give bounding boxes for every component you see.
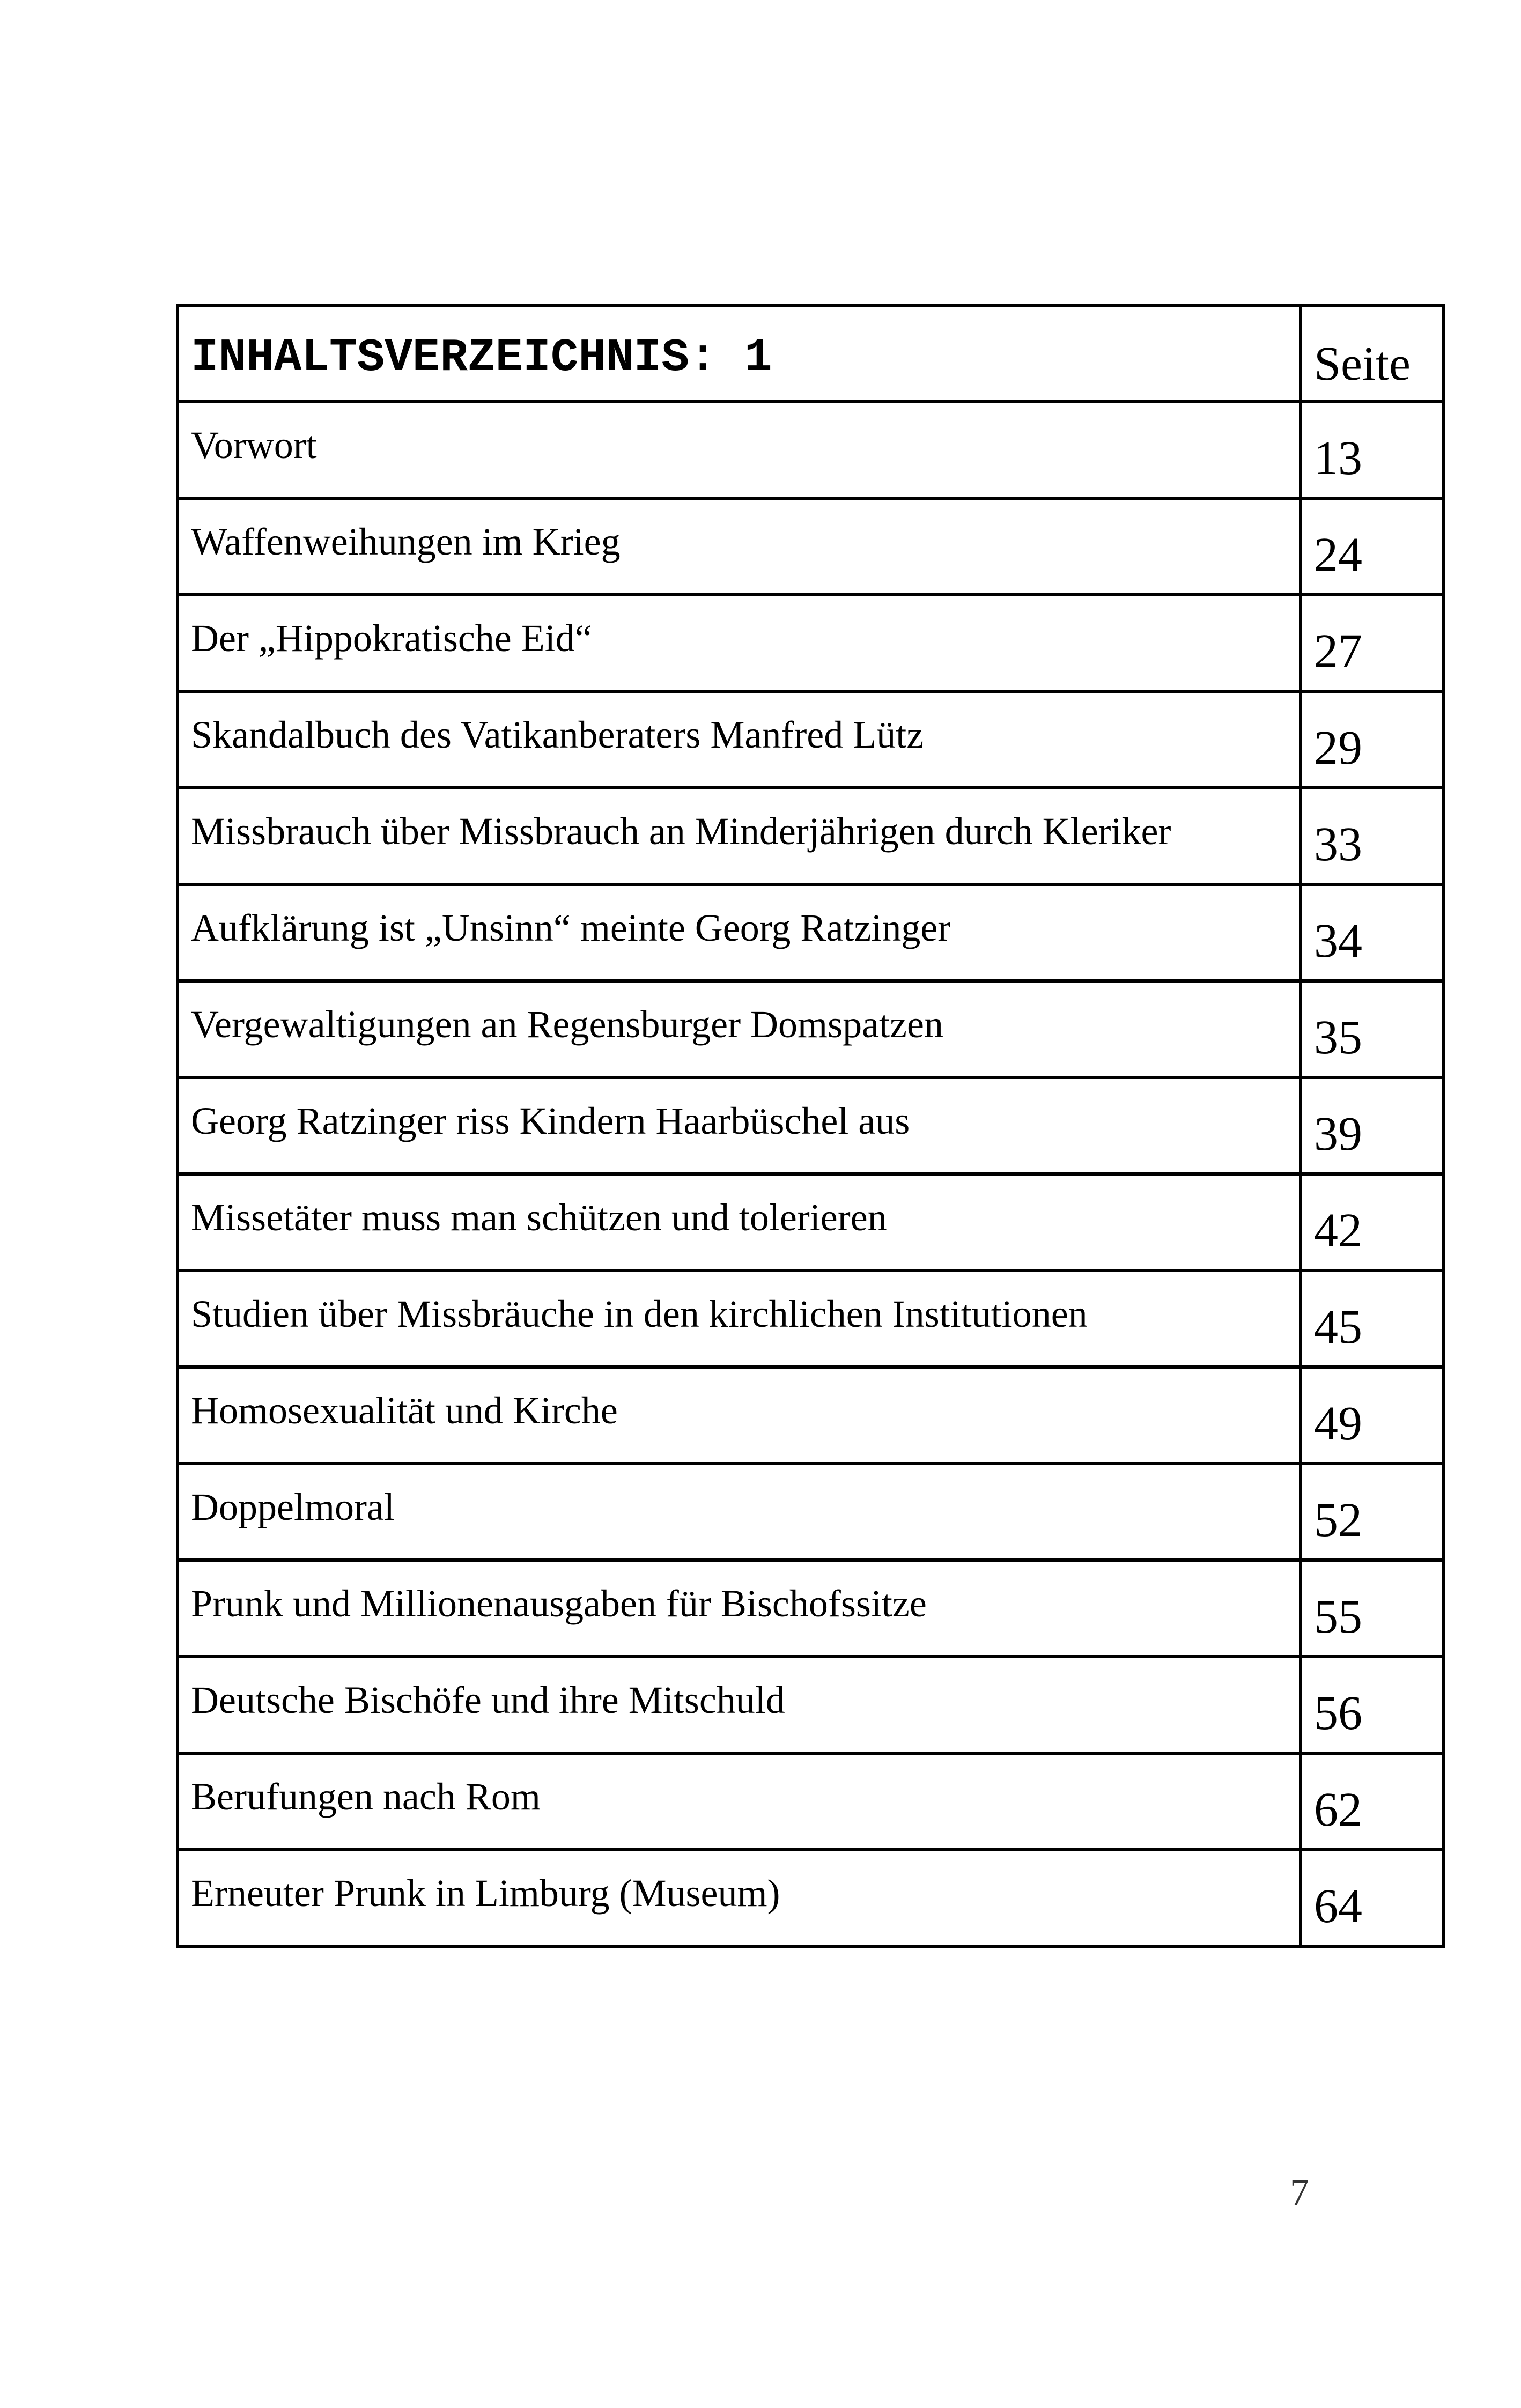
table-row <box>178 1174 1443 1271</box>
toc-entry-title: Missbrauch über Missbrauch an Minderjährigen durch Kleriker <box>191 810 1171 853</box>
toc-heading: INHALTSVERZEICHNIS: 1 <box>191 331 772 384</box>
toc-entry-page: 34 <box>1314 914 1362 967</box>
toc-page-cell <box>1301 1753 1443 1850</box>
toc-entry-title: Missetäter muss man schützen und tolerieren <box>191 1196 887 1239</box>
toc-heading-cell <box>178 305 1301 402</box>
toc-entry-page: 27 <box>1314 625 1362 678</box>
toc-page-cell <box>1301 1271 1443 1367</box>
toc-page-cell <box>1301 1657 1443 1753</box>
toc-entry-title: Skandalbuch des Vatikanberaters Manfred Lütz <box>191 713 924 756</box>
table-row <box>178 1077 1443 1174</box>
table-row <box>178 788 1443 884</box>
toc-entry-page: 13 <box>1314 432 1362 485</box>
table-row <box>178 1657 1443 1753</box>
toc-entry-title: Der „Hippokratische Eid“ <box>191 617 592 660</box>
toc-entry-page: 35 <box>1314 1011 1362 1064</box>
table-row <box>178 691 1443 788</box>
table-row <box>178 1850 1443 1946</box>
toc-entry-title: Aufklärung ist „Unsinn“ meinte Georg Ratzinger <box>191 906 951 949</box>
toc-title-cell <box>178 884 1301 981</box>
table-row <box>178 981 1443 1077</box>
toc-entry-title: Vergewaltigungen an Regensburger Domspatzen <box>191 1003 943 1046</box>
toc-page-cell <box>1301 1560 1443 1657</box>
toc-page-header-cell <box>1301 305 1443 402</box>
toc-entry-page: 45 <box>1314 1301 1362 1354</box>
table-row <box>178 1753 1443 1850</box>
toc-entry-page: 55 <box>1314 1590 1362 1643</box>
toc-page-cell <box>1301 402 1443 498</box>
page-number: 7 <box>1290 2171 1309 2214</box>
toc-entry-title: Homosexualität und Kirche <box>191 1389 618 1432</box>
toc-page-cell <box>1301 981 1443 1077</box>
toc-page-cell <box>1301 691 1443 788</box>
toc-page-cell <box>1301 1464 1443 1560</box>
toc-title-cell <box>178 1657 1301 1753</box>
toc-title-cell <box>178 1174 1301 1271</box>
toc-entry-title: Waffenweihungen im Krieg <box>191 520 621 563</box>
toc-entry-title: Deutsche Bischöfe und ihre Mitschuld <box>191 1679 785 1722</box>
toc-entry-page: 62 <box>1314 1783 1362 1836</box>
toc-header-row <box>178 305 1443 402</box>
toc-entry-page: 49 <box>1314 1397 1362 1450</box>
table-row <box>178 884 1443 981</box>
table-of-contents <box>176 304 1445 1948</box>
toc-title-cell <box>178 1560 1301 1657</box>
toc-entry-page: 52 <box>1314 1494 1362 1547</box>
table-row <box>178 1464 1443 1560</box>
table-row <box>178 1271 1443 1367</box>
table-row <box>178 498 1443 595</box>
toc-entry-page: 29 <box>1314 721 1362 774</box>
toc-title-cell <box>178 691 1301 788</box>
toc-page-cell <box>1301 788 1443 884</box>
toc-page-header: Seite <box>1314 337 1411 390</box>
toc-page-cell <box>1301 1367 1443 1464</box>
table-row <box>178 1560 1443 1657</box>
toc-entry-title: Studien über Missbräuche in den kirchlichen Institutionen <box>191 1292 1088 1335</box>
toc-page-cell <box>1301 1850 1443 1946</box>
toc-page-cell <box>1301 595 1443 691</box>
toc-title-cell <box>178 1367 1301 1464</box>
toc-entry-title: Berufungen nach Rom <box>191 1775 541 1818</box>
toc-entry-page: 24 <box>1314 528 1362 581</box>
toc-entry-page: 64 <box>1314 1880 1362 1933</box>
toc-body <box>178 305 1443 1946</box>
toc-title-cell <box>178 402 1301 498</box>
toc-entry-page: 56 <box>1314 1687 1362 1740</box>
toc-title-cell <box>178 1464 1301 1560</box>
toc-title-cell <box>178 1753 1301 1850</box>
table-row <box>178 402 1443 498</box>
table-row <box>178 1367 1443 1464</box>
toc-title-cell <box>178 788 1301 884</box>
toc-entry-title: Vorwort <box>191 424 317 467</box>
toc-entry-page: 42 <box>1314 1204 1362 1257</box>
toc-title-cell <box>178 1271 1301 1367</box>
toc-page-cell <box>1301 498 1443 595</box>
toc-title-cell <box>178 1850 1301 1946</box>
table-row <box>178 595 1443 691</box>
toc-entry-page: 33 <box>1314 818 1362 871</box>
toc-entry-page: 39 <box>1314 1107 1362 1161</box>
toc-title-cell <box>178 981 1301 1077</box>
toc-page-cell <box>1301 1174 1443 1271</box>
toc-title-cell <box>178 595 1301 691</box>
toc-title-cell <box>178 498 1301 595</box>
toc-entry-title: Doppelmoral <box>191 1486 395 1528</box>
toc-entry-title: Prunk und Millionenausgaben für Bischofssitze <box>191 1582 927 1625</box>
toc-page-cell <box>1301 884 1443 981</box>
toc-page-cell <box>1301 1077 1443 1174</box>
toc-title-cell <box>178 1077 1301 1174</box>
toc-entry-title: Georg Ratzinger riss Kindern Haarbüschel aus <box>191 1099 910 1142</box>
toc-entry-title: Erneuter Prunk in Limburg (Museum) <box>191 1872 780 1915</box>
